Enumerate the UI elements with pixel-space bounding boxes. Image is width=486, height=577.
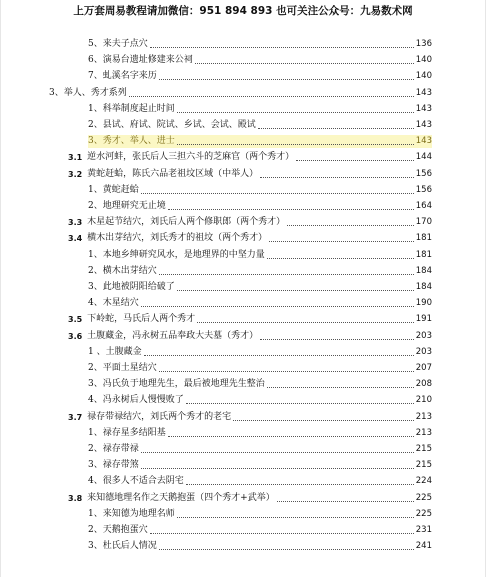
toc-entry[interactable] bbox=[68, 216, 432, 229]
dot-leader bbox=[168, 208, 414, 210]
toc-entry-title: 5、来夫子点穴 bbox=[88, 39, 148, 49]
toc-entry-title: 2、横木出芽结穴 bbox=[88, 265, 157, 276]
toc-entry-title: 4、木星结穴 bbox=[88, 298, 139, 309]
toc-entry[interactable] bbox=[88, 427, 432, 440]
toc-entry-title: 7、虬溪名字来历 bbox=[88, 71, 157, 82]
toc-entry-page-number: 181 bbox=[415, 233, 432, 244]
toc-entry-page-number: 156 bbox=[415, 184, 432, 195]
toc-entry-title: 3、此地被阴阳给破了 bbox=[88, 282, 175, 292]
toc-entry[interactable] bbox=[88, 508, 432, 521]
toc-entry-title: 4、很多人不适合去阴宅 bbox=[88, 476, 184, 487]
toc-entry-title: 1 、土腹藏金 bbox=[88, 346, 142, 357]
toc-entry-title: 土腹藏金，冯永树五品奉政大夫墓（秀才） bbox=[87, 330, 259, 341]
toc-entry-title: 2、禄存带禄 bbox=[88, 444, 139, 454]
toc-entry-title: 禄存带禄结穴，刘氏两个秀才的老宅 bbox=[87, 411, 232, 422]
toc-entry[interactable] bbox=[88, 265, 432, 278]
toc-entry-title: 1、本地乡绅研究风水，是地理界的中坚力量 bbox=[88, 249, 265, 260]
toc-entry[interactable] bbox=[49, 87, 432, 100]
toc-entry[interactable] bbox=[68, 492, 432, 505]
toc-entry-title: 2、地理研究无止境 bbox=[88, 201, 166, 211]
toc-entry-page-number: 225 bbox=[415, 508, 432, 519]
toc-entry-title: 2、天鹅抱蛋穴 bbox=[88, 525, 148, 535]
toc-entry-page-number: 143 bbox=[415, 103, 432, 114]
toc-entry[interactable] bbox=[88, 184, 432, 197]
dot-leader bbox=[141, 192, 414, 194]
dot-leader bbox=[267, 386, 414, 388]
toc-entry-title: 3、秀才、举人、进士 bbox=[88, 136, 175, 147]
toc-entry-title: 2、县试、府试、院试、乡试、会试、殿试 bbox=[88, 120, 256, 130]
toc-entry[interactable] bbox=[88, 524, 432, 537]
toc-entry-number: 3.3 bbox=[68, 218, 83, 228]
toc-entry[interactable] bbox=[88, 443, 432, 456]
toc-entry-page-number: 143 bbox=[415, 87, 432, 98]
dot-leader bbox=[141, 451, 414, 453]
toc-entry-number: 3.1 bbox=[68, 153, 83, 163]
toc-entry-page-number: 170 bbox=[415, 217, 432, 228]
dot-leader bbox=[168, 435, 414, 437]
dot-leader bbox=[141, 467, 414, 469]
toc-entry-page-number: 156 bbox=[415, 168, 432, 179]
toc-entry[interactable] bbox=[88, 249, 432, 262]
toc-entry-page-number: 181 bbox=[415, 249, 432, 260]
toc-entry-page-number: 225 bbox=[415, 492, 432, 503]
toc-entry[interactable] bbox=[88, 394, 432, 407]
toc-entry-page-number: 190 bbox=[415, 298, 432, 309]
toc-entry-title: 1、来知德为地理名师 bbox=[88, 508, 175, 519]
toc-entry-page-number: 143 bbox=[415, 120, 432, 130]
toc-entry[interactable] bbox=[88, 135, 432, 148]
toc-entry-title: 3、杜氏后人情况 bbox=[88, 541, 157, 552]
toc-entry-page-number: 213 bbox=[415, 411, 432, 422]
toc-entry[interactable] bbox=[88, 378, 432, 391]
toc-entry[interactable] bbox=[68, 411, 432, 424]
toc-entry-page-number: 215 bbox=[415, 444, 432, 454]
toc-entry-title: 3、举人、秀才系列 bbox=[49, 87, 127, 98]
dot-leader bbox=[186, 402, 414, 404]
toc-entry-page-number: 136 bbox=[415, 39, 432, 49]
toc-entry-page-number: 164 bbox=[415, 201, 432, 211]
toc-entry[interactable] bbox=[88, 38, 432, 51]
dot-leader bbox=[150, 532, 414, 534]
dot-leader bbox=[287, 224, 414, 226]
toc-entry[interactable] bbox=[68, 313, 432, 326]
toc-entry[interactable] bbox=[68, 151, 432, 164]
toc-entry-number: 3.7 bbox=[68, 412, 83, 422]
toc-entry[interactable] bbox=[88, 297, 432, 310]
toc-entry-page-number: 203 bbox=[415, 346, 432, 357]
toc-entry-page-number: 191 bbox=[415, 314, 432, 325]
toc-entry[interactable] bbox=[88, 540, 432, 553]
dot-leader bbox=[258, 127, 414, 129]
toc-entry-number: 3.5 bbox=[68, 315, 83, 325]
dot-leader bbox=[144, 354, 414, 356]
toc-entry-title: 横木出芽结穴，刘氏秀才的祖坟（两个秀才） bbox=[87, 233, 268, 244]
toc-entry-title: 来知德地理名作之天鹅抱蛋（四个秀才+武举） bbox=[87, 492, 275, 503]
toc-entry-page-number: 184 bbox=[415, 265, 432, 276]
toc-entry-title: 下岭蛇，马氏后人两个秀才 bbox=[87, 314, 196, 325]
toc-entry-page-number: 224 bbox=[415, 476, 432, 487]
toc-entry-title: 1、黄蛇赶蛤 bbox=[88, 184, 139, 195]
toc-entry-page-number: 215 bbox=[415, 460, 432, 471]
toc-entry[interactable] bbox=[88, 362, 432, 375]
dot-leader bbox=[186, 483, 414, 485]
toc-entry-number: 3.4 bbox=[68, 234, 83, 244]
dot-leader bbox=[159, 273, 414, 275]
toc-entry[interactable] bbox=[88, 281, 432, 294]
toc-entry[interactable] bbox=[88, 459, 432, 472]
toc-entry[interactable] bbox=[68, 168, 432, 181]
dot-leader bbox=[260, 176, 414, 178]
dot-leader bbox=[177, 111, 414, 113]
toc-entry-number: 3.2 bbox=[68, 169, 83, 179]
dot-leader bbox=[129, 95, 414, 97]
toc-entry-page-number: 144 bbox=[415, 152, 432, 163]
dot-leader bbox=[159, 78, 414, 80]
dot-leader bbox=[177, 143, 414, 145]
toc-entry-page-number: 231 bbox=[415, 525, 432, 535]
toc-entry-page-number: 143 bbox=[415, 136, 432, 147]
toc-entry-page-number: 184 bbox=[415, 282, 432, 292]
toc-entry[interactable] bbox=[68, 232, 432, 245]
toc-entry-title: 1、科举制度起止时间 bbox=[88, 103, 175, 114]
dot-leader bbox=[177, 516, 414, 518]
toc-entry-title: 6、演易台遗址修建来公祠 bbox=[88, 55, 193, 66]
toc-entry-page-number: 203 bbox=[415, 330, 432, 341]
dot-leader bbox=[150, 46, 414, 48]
toc-entry-page-number: 140 bbox=[415, 71, 432, 82]
dot-leader bbox=[233, 419, 414, 421]
toc-entry-title: 3、禄存带煞 bbox=[88, 460, 139, 471]
toc-entry-title: 1、禄存星多结阳基 bbox=[88, 427, 166, 438]
dot-leader bbox=[197, 321, 414, 323]
toc-entry[interactable] bbox=[88, 54, 432, 67]
toc-entry-title: 木星起节结穴，刘氏后人两个修职郎（两个秀才） bbox=[87, 217, 286, 228]
toc-entry[interactable] bbox=[88, 103, 432, 116]
toc-entry[interactable] bbox=[88, 475, 432, 488]
toc-entry-number: 3.6 bbox=[68, 331, 83, 341]
toc-entry[interactable] bbox=[88, 70, 432, 83]
dot-leader bbox=[260, 338, 414, 340]
dot-leader bbox=[141, 305, 414, 307]
toc-entry-page-number: 208 bbox=[415, 379, 432, 390]
dot-leader bbox=[159, 548, 414, 550]
watermark-header: 上万套周易教程请加微信：951 894 893 也可关注公众号：九易数术网 bbox=[73, 5, 413, 17]
toc-entry-page-number: 241 bbox=[415, 541, 432, 552]
toc-entry-title: 逆水河蚌，张氏后人三担六斗的芝麻官（两个秀才） bbox=[87, 152, 295, 163]
dot-leader bbox=[267, 257, 414, 259]
toc-entry-page-number: 210 bbox=[415, 395, 432, 406]
dot-leader bbox=[277, 500, 414, 502]
toc-entry-page-number: 140 bbox=[415, 55, 432, 66]
toc-entry-page-number: 213 bbox=[415, 427, 432, 438]
toc-entry-title: 3、冯氏负于地理先生，最后被地理先生整治 bbox=[88, 379, 265, 390]
dot-leader bbox=[296, 159, 414, 161]
toc-entry[interactable] bbox=[88, 119, 432, 132]
dot-leader bbox=[159, 370, 414, 372]
toc-entry-title: 黄蛇赶蛤，陈氏六品老祖坟区域（中举人） bbox=[87, 168, 259, 179]
toc-entry-number: 3.8 bbox=[68, 493, 83, 503]
toc-entry-page-number: 207 bbox=[415, 363, 432, 373]
toc-entry[interactable] bbox=[88, 346, 432, 359]
dot-leader bbox=[195, 62, 414, 64]
dot-leader bbox=[177, 289, 414, 291]
dot-leader bbox=[269, 240, 414, 242]
toc-entry-title: 4、冯永树后人慢慢败了 bbox=[88, 395, 184, 406]
toc-entry[interactable] bbox=[88, 200, 432, 213]
toc-entry[interactable] bbox=[68, 330, 432, 343]
toc-entry-title: 2、平面土星结穴 bbox=[88, 363, 157, 373]
